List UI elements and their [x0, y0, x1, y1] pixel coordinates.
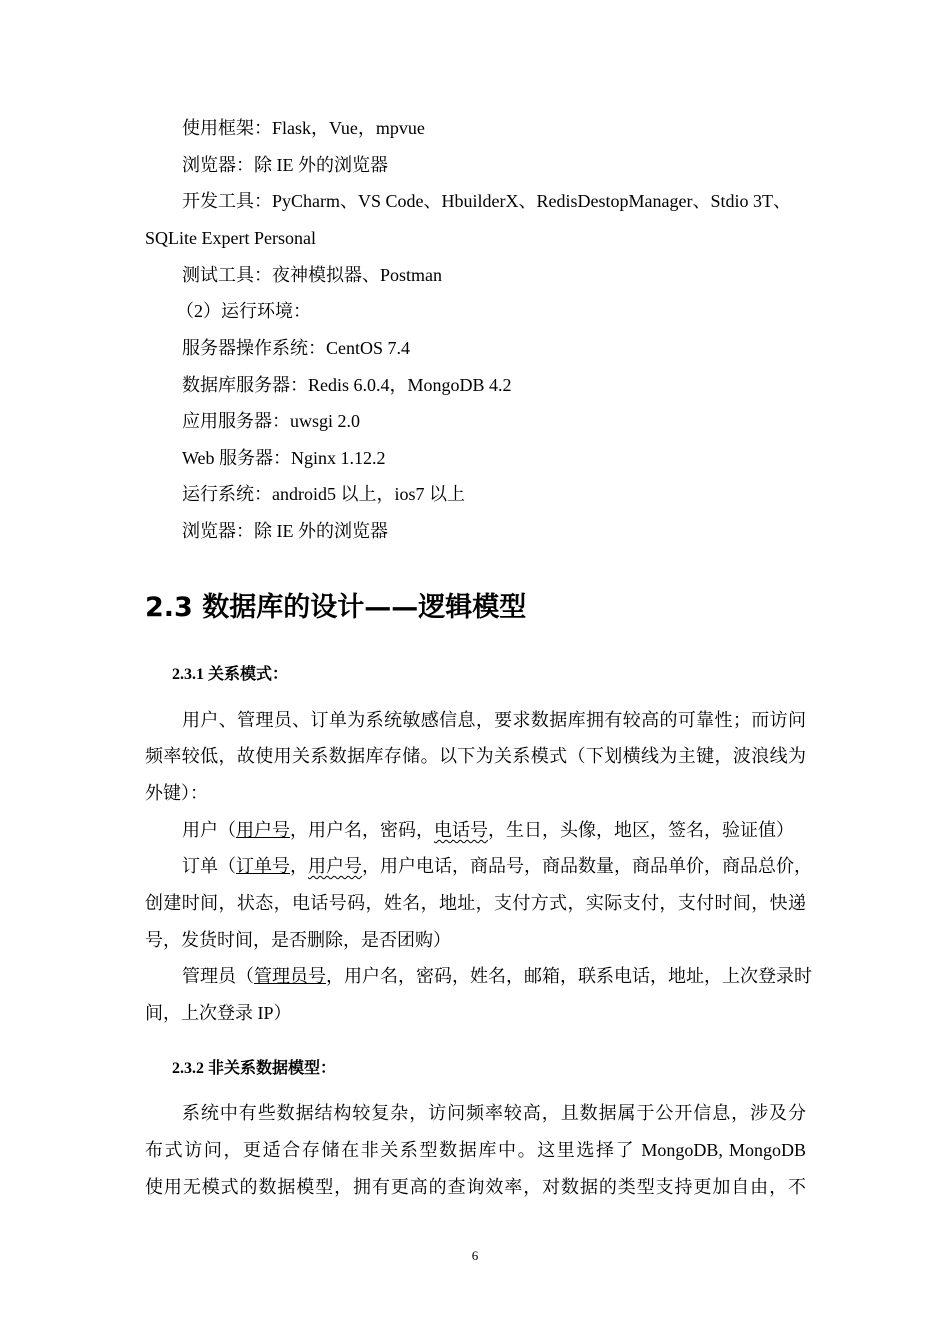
relation-admin	[182, 964, 812, 988]
page-number: 6	[471, 1248, 479, 1263]
relation-prefix: 管理员（	[182, 966, 254, 986]
env-devtools-line2: SQLite Expert Personal	[145, 228, 316, 248]
env-testtools: 测试工具：夜神模拟器、Postman	[182, 265, 443, 285]
env-browser: 浏览器：除 IE 外的浏览器	[182, 155, 388, 175]
relation-order-line3: 号，发货时间，是否删除，是否团购）	[145, 930, 451, 950]
relation-separator: ，	[290, 856, 308, 876]
env-web-server: Web 服务器：Nginx 1.12.2	[182, 448, 386, 468]
primary-key: 管理员号	[254, 966, 326, 986]
foreign-key: 电话号	[434, 820, 488, 840]
runtime-heading: （2）运行环境：	[176, 301, 311, 321]
paragraph-line: 使用无模式的数据模型，拥有更高的查询效率，对数据的类型支持更加自由，不	[145, 1177, 806, 1197]
relation-order	[182, 854, 812, 878]
relation-admin-line2: 间，上次登录 IP）	[145, 1003, 292, 1023]
relation-user	[182, 818, 794, 842]
paragraph-line: 布式访问，更适合存储在非关系型数据库中。这里选择了 MongoDB, MongoDB	[145, 1140, 806, 1160]
env-server-os: 服务器操作系统：CentOS 7.4	[182, 338, 411, 358]
relation-fields: ，用户电话，商品号，商品数量，商品单价，商品总价，	[362, 856, 812, 876]
section-title: 2.3 数据库的设计——逻辑模型	[145, 592, 527, 623]
relation-prefix: 用户（	[182, 820, 236, 840]
relation-order-line2: 创建时间，状态，电话号码，姓名，地址，支付方式，实际支付，支付时间，快递	[145, 893, 806, 913]
primary-key: 订单号	[236, 856, 290, 876]
paragraph-line: 频率较低，故使用关系数据库存储。以下为关系模式（下划横线为主键，波浪线为	[145, 746, 806, 766]
paragraph-line: 外键）：	[145, 783, 208, 803]
paragraph-line: 系统中有些数据结构较复杂，访问频率较高，且数据属于公开信息，涉及分	[182, 1103, 806, 1123]
env-devtools-line1: 开发工具：PyCharm、VS Code、HbuilderX、RedisDestopManager、Stdio 3T、	[182, 191, 791, 211]
relation-fields: ，用户名，密码，	[290, 820, 434, 840]
foreign-key: 用户号	[308, 856, 362, 876]
relation-fields: ，生日，头像，地区，签名，验证值）	[488, 820, 794, 840]
subsection-title-nonrelational: 2.3.2 非关系数据模型：	[172, 1060, 337, 1077]
paragraph-line: 用户、管理员、订单为系统敏感信息，要求数据库拥有较高的可靠性；而访问	[182, 710, 806, 730]
subsection-title-relational: 2.3.1 关系模式：	[172, 666, 289, 683]
env-app-server: 应用服务器：uwsgi 2.0	[182, 411, 361, 431]
relation-fields: ，用户名，密码，姓名，邮箱，联系电话，地址，上次登录时	[326, 966, 812, 986]
env-browser-2: 浏览器：除 IE 外的浏览器	[182, 521, 388, 541]
env-db-server: 数据库服务器：Redis 6.0.4，MongoDB 4.2	[182, 375, 512, 395]
relation-prefix: 订单（	[182, 856, 236, 876]
env-run-system: 运行系统：android5 以上，ios7 以上	[182, 484, 465, 504]
primary-key: 用户号	[236, 820, 290, 840]
env-frameworks: 使用框架：Flask，Vue，mpvue	[182, 118, 425, 138]
